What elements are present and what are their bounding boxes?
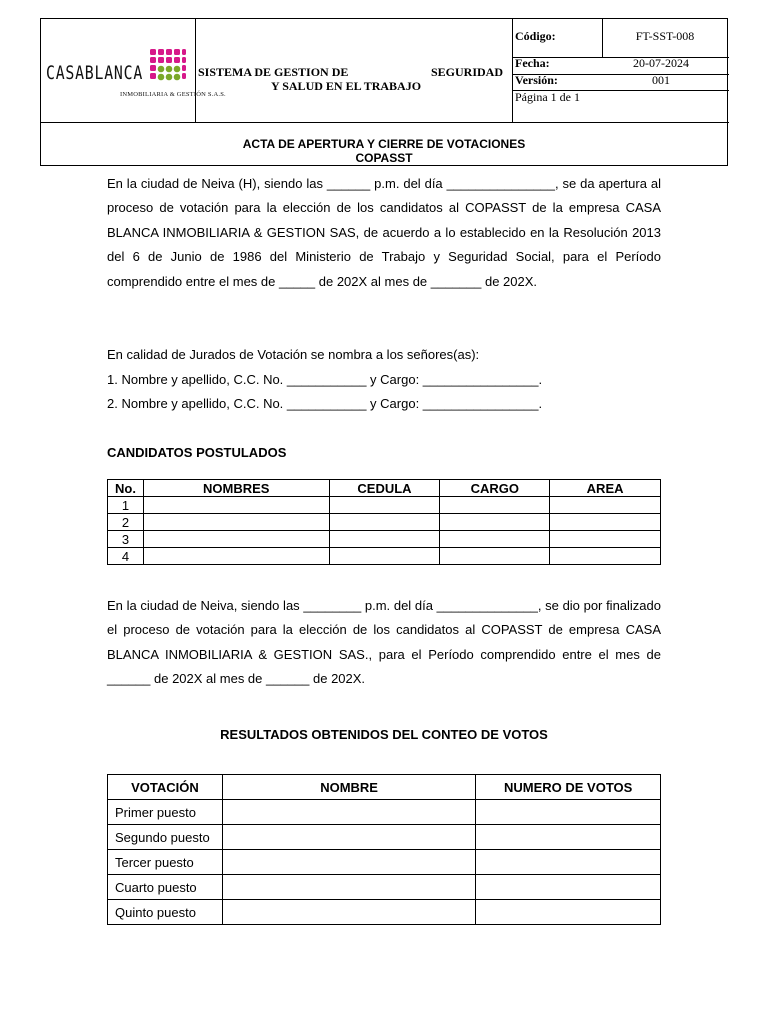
cell-votos[interactable]	[476, 800, 661, 825]
cell-nombres[interactable]	[143, 531, 329, 548]
cell-votos[interactable]	[476, 825, 661, 850]
cell-puesto: Cuarto puesto	[108, 875, 223, 900]
table-row	[108, 850, 661, 875]
column-header-area: AREA	[550, 480, 661, 497]
cell-votos[interactable]	[476, 900, 661, 925]
cell-cedula[interactable]	[329, 548, 440, 565]
cell-nombres[interactable]	[143, 514, 329, 531]
table-row	[108, 514, 661, 531]
column-header-nombres: NOMBRES	[143, 480, 329, 497]
company-logo	[44, 48, 226, 104]
cell-nombre[interactable]	[222, 800, 475, 825]
cell-puesto: Segundo puesto	[108, 825, 223, 850]
cell-cargo[interactable]	[440, 531, 550, 548]
cell-no: 4	[108, 548, 144, 565]
system-title-line2: Y SALUD EN EL TRABAJO	[271, 79, 422, 93]
table-row	[108, 875, 661, 900]
cell-votos[interactable]	[476, 875, 661, 900]
document-title	[40, 137, 728, 165]
cell-nombres[interactable]	[143, 548, 329, 565]
cell-cedula[interactable]	[329, 497, 440, 514]
version-value: 001	[652, 73, 670, 87]
fecha-label: Fecha:	[515, 56, 550, 70]
cell-cargo[interactable]	[440, 548, 550, 565]
cell-no: 1	[108, 497, 144, 514]
logo-subtext: INMOBILIARIA & GESTIÓN S.A.S.	[120, 91, 226, 98]
codigo-label: Código:	[515, 29, 556, 43]
table-row	[108, 900, 661, 925]
header-divider	[512, 19, 513, 122]
cell-area[interactable]	[550, 497, 661, 514]
candidatos-table	[107, 479, 661, 565]
system-title-left: SISTEMA DE GESTION DE	[198, 65, 349, 79]
column-header-votacion: VOTACIÓN	[108, 775, 223, 800]
opening-paragraph: En la ciudad de Neiva (H), siendo las ______ p.m. del día _______________, se da apertura al proceso de votación para la elección de los candidatos al COPASST de la empresa CASA BLANCA INMOBILIARIA & GESTION SAS, de acuerdo a lo establecido en la Resolución 2013 del 6 de Junio de 1986 del Ministerio de Trabajo y Seguridad Social, para el Período comprendido entre el mes de _____ de 202X al mes de _______ de 202X.	[107, 176, 661, 289]
cell-nombre[interactable]	[222, 850, 475, 875]
logo-wordmark: CASABLANCA	[46, 62, 144, 84]
header-divider	[41, 122, 729, 123]
table-row	[108, 548, 661, 565]
jurados-intro: En calidad de Jurados de Votación se nombra a los señores(as):	[107, 347, 480, 362]
closing-paragraph: En la ciudad de Neiva, siendo las ________ p.m. del día ______________, se dio por finalizado el proceso de votación para la elección de los candidatos al COPASST de empresa CASA BLANCA INMOBILIARIA & GESTION SAS., para el Período comprendido entre el mes de ______ de 202X al mes de ______ de 202X.	[107, 598, 661, 687]
cell-puesto: Quinto puesto	[108, 900, 223, 925]
cell-area[interactable]	[550, 531, 661, 548]
candidatos-title: CANDIDATOS POSTULADOS	[107, 445, 287, 460]
page-number: Página 1 de 1	[515, 90, 580, 104]
resultados-title: RESULTADOS OBTENIDOS DEL CONTEO DE VOTOS	[220, 727, 548, 742]
column-header-cargo: CARGO	[440, 480, 550, 497]
document-title-line1: ACTA DE APERTURA Y CIERRE DE VOTACIONES	[242, 137, 526, 151]
system-title-right: SEGURIDAD	[431, 65, 504, 79]
table-row	[108, 531, 661, 548]
document-title-line2: COPASST	[355, 151, 413, 165]
column-header-numero-votos: NUMERO DE VOTOS	[476, 775, 661, 800]
jurado-line-1: 1. Nombre y apellido, C.C. No. ___________ y Cargo: ________________.	[107, 372, 543, 387]
fecha-value: 20-07-2024	[633, 56, 689, 70]
cell-cargo[interactable]	[440, 514, 550, 531]
table-row	[108, 800, 661, 825]
header-divider	[195, 19, 196, 122]
cell-puesto: Tercer puesto	[108, 850, 223, 875]
table-row	[108, 825, 661, 850]
column-header-cedula: CEDULA	[329, 480, 440, 497]
logo-mark-icon	[149, 48, 187, 86]
column-header-nombre: NOMBRE	[222, 775, 475, 800]
cell-puesto: Primer puesto	[108, 800, 223, 825]
cell-nombres[interactable]	[143, 497, 329, 514]
table-row	[108, 497, 661, 514]
cell-area[interactable]	[550, 514, 661, 531]
codigo-value: FT-SST-008	[635, 29, 695, 43]
cell-nombre[interactable]	[222, 825, 475, 850]
version-label: Versión:	[515, 73, 558, 87]
cell-nombre[interactable]	[222, 900, 475, 925]
cell-area[interactable]	[550, 548, 661, 565]
jurado-line-2: 2. Nombre y apellido, C.C. No. ___________ y Cargo: ________________.	[107, 396, 543, 411]
cell-cedula[interactable]	[329, 531, 440, 548]
cell-no: 3	[108, 531, 144, 548]
table-header-row	[108, 480, 661, 497]
cell-votos[interactable]	[476, 850, 661, 875]
column-header-no: No.	[108, 480, 144, 497]
cell-nombre[interactable]	[222, 875, 475, 900]
resultados-table	[107, 774, 661, 925]
cell-no: 2	[108, 514, 144, 531]
cell-cedula[interactable]	[329, 514, 440, 531]
table-header-row	[108, 775, 661, 800]
cell-cargo[interactable]	[440, 497, 550, 514]
